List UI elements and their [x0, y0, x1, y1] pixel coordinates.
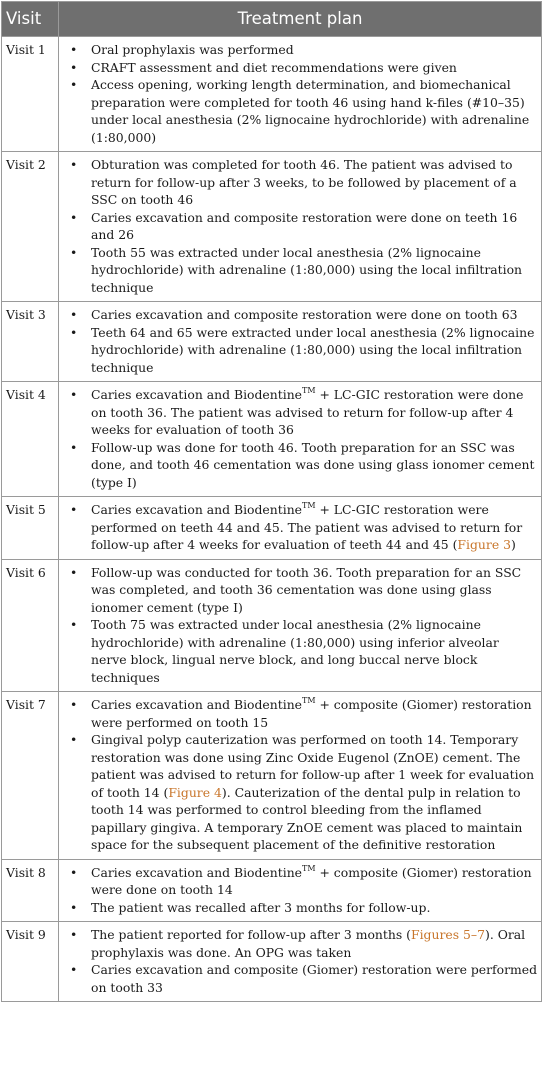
bullet-icon: • [70, 324, 78, 340]
table-row [2, 382, 542, 497]
visit-cell: Visit 7 [2, 692, 59, 860]
treatment-item [64, 439, 537, 492]
treatment-text: Caries excavation and composite restoration were done on tooth 63 [91, 307, 518, 322]
bullet-icon: • [70, 59, 78, 75]
treatment-item [64, 156, 537, 209]
treatment-plan-column-header: Treatment plan [59, 2, 542, 37]
bullet-icon: • [70, 209, 78, 225]
treatment-list [64, 156, 537, 296]
bullet-icon: • [70, 42, 78, 57]
treatment-text: CRAFT assessment and diet recommendations were given [91, 59, 457, 75]
table-header-row [2, 2, 542, 37]
bullet-icon: • [70, 927, 78, 942]
treatment-item [64, 76, 537, 146]
treatment-text: The patient reported for follow-up after 3 months ( [91, 927, 411, 942]
trademark-superscript: TM [302, 863, 316, 873]
bullet-icon: • [70, 439, 78, 455]
bullet-icon: • [70, 962, 78, 977]
table-row [2, 922, 542, 1002]
visit-cell: Visit 1 [2, 37, 59, 152]
treatment-list [64, 926, 537, 996]
treatment-plan-cell [59, 859, 542, 922]
treatment-plan-cell [59, 497, 542, 560]
treatment-text: Caries excavation and Biodentine [91, 387, 303, 402]
figure-link[interactable]: Figures 5–7 [411, 927, 485, 942]
treatment-item [64, 731, 537, 854]
bullet-icon: • [70, 697, 78, 712]
treatment-text: Caries excavation and Biodentine [91, 864, 303, 880]
treatment-item [64, 209, 537, 244]
treatment-item [64, 324, 537, 377]
treatment-text: Follow-up was conducted for tooth 36. Tooth preparation for an SSC was completed, and tooth 36 cementation was done using glass ionomer cement (type I) [91, 564, 522, 615]
treatment-text: Access opening, working length determination, and biomechanical preparation were completed for tooth 46 using hand k-files (#10–35) under local anesthesia (2% lignocaine hydrochloride) with adrenaline (1:80,000) [91, 77, 530, 145]
treatment-text: Oral prophylaxis was performed [91, 42, 294, 57]
visit-cell: Visit 4 [2, 382, 59, 497]
treatment-plan-cell [59, 302, 542, 382]
bullet-icon: • [70, 387, 78, 402]
treatment-text: Caries excavation and composite restoration were done on teeth 16 and 26 [91, 209, 518, 242]
treatment-text: Gingival polyp cauterization was performed on tooth 14. Temporary restoration was done using Zinc Oxide Eugenol (ZnOE) cement. The patient was advised to return for follow-up after 1 week for evaluation of tooth 14 ( [91, 732, 535, 800]
bullet-icon: • [70, 732, 78, 747]
treatment-list [64, 41, 537, 146]
treatment-item [64, 244, 537, 297]
visit-column-header: Visit [2, 2, 59, 37]
treatment-text: + LC-GIC restoration were performed on teeth 44 and 45. The patient was advised to return for follow-up after 4 weeks for evaluation of teeth 44 and 45 ( [91, 502, 523, 552]
treatment-plan-cell [59, 922, 542, 1002]
figure-link[interactable]: Figure 4 [168, 784, 222, 800]
trademark-superscript: TM [302, 501, 316, 510]
treatment-list [64, 386, 537, 491]
trademark-superscript: TM [302, 386, 316, 395]
table-row [2, 859, 542, 922]
treatment-item [64, 41, 537, 59]
treatment-plan-cell [59, 559, 542, 692]
treatment-text: Obturation was completed for tooth 46. The patient was advised to return for follow-up after 3 weeks, to be followed by placement of a SSC on tooth 46 [91, 157, 517, 207]
table-row [2, 559, 542, 692]
bullet-icon: • [70, 864, 78, 880]
treatment-item [64, 899, 537, 917]
bullet-icon: • [70, 899, 78, 915]
table-body [2, 37, 542, 1002]
treatment-plan-cell [59, 152, 542, 302]
visit-cell: Visit 2 [2, 152, 59, 302]
bullet-icon: • [70, 77, 78, 92]
figure-link[interactable]: Figure 3 [457, 537, 511, 552]
table-row [2, 152, 542, 302]
treatment-plan-table [1, 1, 542, 1002]
treatment-text: ) [510, 537, 516, 552]
table-row [2, 692, 542, 860]
visit-cell: Visit 5 [2, 497, 59, 560]
visit-cell: Visit 6 [2, 559, 59, 692]
bullet-icon: • [70, 244, 78, 260]
treatment-text: Caries excavation and composite (Giomer) restoration were performed on tooth 33 [91, 962, 538, 995]
table-row [2, 497, 542, 560]
treatment-item [64, 616, 537, 686]
treatment-plan-cell [59, 382, 542, 497]
treatment-item [64, 864, 537, 899]
treatment-text: The patient was recalled after 3 months for follow-up. [91, 899, 431, 915]
table-row [2, 302, 542, 382]
treatment-plan-cell [59, 37, 542, 152]
bullet-icon: • [70, 564, 78, 580]
bullet-icon: • [70, 307, 78, 322]
treatment-text: + LC-GIC restoration were done on tooth 36. The patient was advised to return for follow-up after 4 weeks for evaluation of tooth 36 [91, 387, 524, 437]
treatment-text: Caries excavation and Biodentine [91, 697, 303, 712]
treatment-text: ). Cauterization of the dental pulp in relation to tooth 14 was performed to control bleeding from the inflamed papillary gingiva. A temporary ZnOE cement was placed to maintain space for the subsequent placement of the definitive restoration [91, 784, 523, 852]
treatment-item [64, 306, 537, 324]
visit-cell: Visit 3 [2, 302, 59, 382]
treatment-item [64, 961, 537, 996]
table-row [2, 37, 542, 152]
trademark-superscript: TM [302, 696, 316, 705]
treatment-item [64, 564, 537, 617]
treatment-text: Tooth 55 was extracted under local anesthesia (2% lignocaine hydrochloride) with adrenaline (1:80,000) using the local infiltration technique [91, 244, 523, 295]
treatment-text: Tooth 75 was extracted under local anesthesia (2% lignocaine hydrochloride) with adrenaline (1:80,000) using inferior alveolar nerve block, lingual nerve block, and long buccal nerve block techniques [91, 617, 499, 685]
treatment-item [64, 926, 537, 961]
treatment-plan-cell [59, 692, 542, 860]
treatment-text: Follow-up was done for tooth 46. Tooth preparation for an SSC was done, and tooth 46 cementation was done using glass ionomer cement (type I) [91, 439, 535, 490]
bullet-icon: • [70, 157, 78, 172]
bullet-icon: • [70, 502, 78, 517]
treatment-text: Caries excavation and Biodentine [91, 502, 303, 517]
bullet-icon: • [70, 617, 78, 632]
treatment-item [64, 386, 537, 439]
treatment-text: + composite (Giomer) restoration were performed on tooth 15 [91, 697, 532, 730]
treatment-item [64, 501, 537, 554]
visit-cell: Visit 8 [2, 859, 59, 922]
treatment-text: Teeth 64 and 65 were extracted under local anesthesia (2% lignocaine hydrochloride) with adrenaline (1:80,000) using the local infiltration technique [91, 324, 535, 375]
visit-cell: Visit 9 [2, 922, 59, 1002]
treatment-list [64, 306, 537, 376]
treatment-list [64, 564, 537, 687]
treatment-item [64, 696, 537, 731]
treatment-text: + composite (Giomer) restoration were done on tooth 14 [91, 864, 532, 897]
treatment-item [64, 59, 537, 77]
treatment-list [64, 864, 537, 917]
treatment-list [64, 696, 537, 854]
treatment-list [64, 501, 537, 554]
treatment-text: ). Oral prophylaxis was done. An OPG was taken [91, 927, 526, 960]
